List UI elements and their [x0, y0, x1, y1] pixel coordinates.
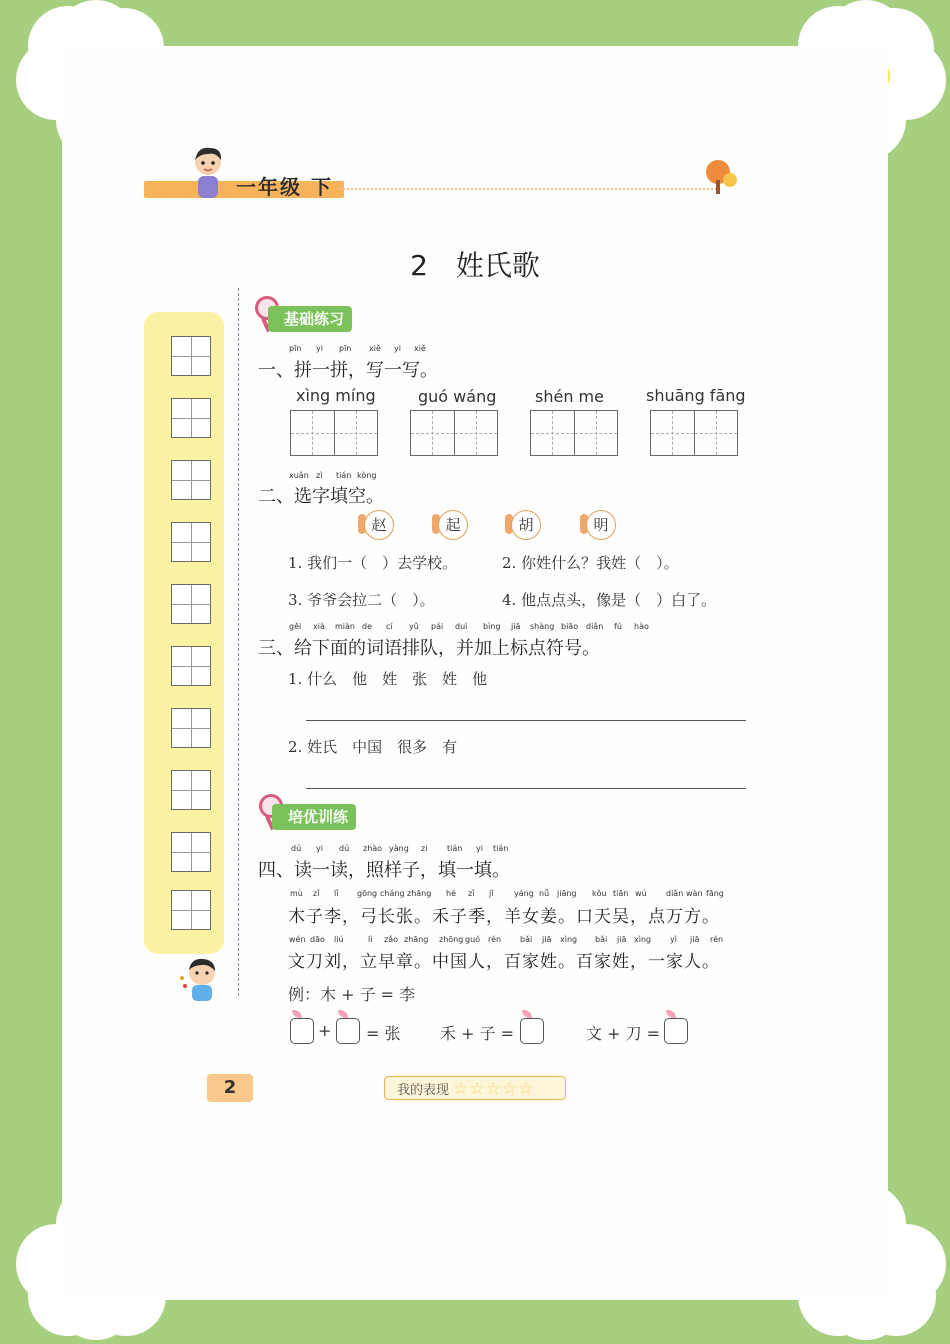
- q1-title: 一、拼一拼，写一写。: [258, 360, 438, 381]
- choice-char[interactable]: 起: [438, 510, 468, 540]
- rhyme2-pinyin: zhōng: [439, 935, 464, 944]
- q1-writing-grid[interactable]: [650, 410, 738, 456]
- q1-word-pinyin: shuāng fāng: [646, 386, 746, 405]
- q1-writing-grid[interactable]: [290, 410, 378, 456]
- q2-pinyin: tián: [336, 471, 352, 480]
- answer-box[interactable]: [664, 1018, 688, 1044]
- boy-mascot-icon: [190, 146, 230, 200]
- practice-box[interactable]: [171, 770, 211, 810]
- rhyme1-pinyin: nǚ: [539, 889, 550, 898]
- star-rating-icon[interactable]: ☆☆☆☆☆: [453, 1079, 535, 1099]
- q3-pinyin: miàn: [335, 622, 355, 631]
- rhyme1-pinyin: kǒu: [592, 889, 607, 898]
- q3-pinyin: fú: [614, 622, 622, 631]
- rhyme1-pinyin: zǐ: [313, 889, 320, 898]
- rhyme2-pinyin: dāo: [310, 935, 325, 944]
- q3-pinyin: duì: [455, 622, 468, 631]
- practice-box[interactable]: [171, 584, 211, 624]
- q1-word-pinyin: xìng míng: [296, 386, 376, 405]
- q2-pinyin: kòng: [357, 471, 377, 480]
- q3-pinyin: jiā: [511, 622, 521, 631]
- answer-line[interactable]: [306, 788, 746, 789]
- choice-char[interactable]: 胡: [511, 510, 541, 540]
- rhyme2-pinyin: zǎo: [384, 935, 398, 944]
- q3-title: 三、给下面的词语排队，并加上标点符号。: [258, 638, 600, 659]
- grade-title: 一年级 下: [236, 175, 333, 199]
- q2-item: 2. 你姓什么？我姓（ ）。: [502, 554, 679, 572]
- section-badge-basic: 基础练习: [268, 306, 352, 332]
- practice-box[interactable]: [171, 460, 211, 500]
- column-divider: [238, 288, 239, 996]
- q1-pinyin: xiě: [369, 344, 381, 353]
- practice-box[interactable]: [171, 336, 211, 376]
- plus-sign: +: [318, 1021, 332, 1040]
- practice-box[interactable]: [171, 708, 211, 748]
- rhyme1-pinyin: mù: [290, 889, 303, 898]
- q3-pinyin: gěi: [289, 622, 302, 631]
- choice-char[interactable]: 赵: [364, 510, 394, 540]
- q4-pinyin: zhào: [363, 844, 383, 853]
- tree-icon: [704, 158, 738, 194]
- rhyme1-pinyin: gōng: [357, 889, 378, 898]
- rhyme2-pinyin: bǎi: [520, 935, 533, 944]
- practice-box[interactable]: [171, 832, 211, 872]
- rhyme1-pinyin: jǐ: [489, 889, 494, 898]
- formula-result: = 张: [366, 1024, 401, 1043]
- q3-pinyin: hào: [634, 622, 649, 631]
- choice-char[interactable]: 明: [586, 510, 616, 540]
- rhyme1-pinyin: cháng: [380, 889, 405, 898]
- rhyme2-pinyin: liú: [334, 935, 344, 944]
- rhyme1-pinyin: tiān: [613, 889, 629, 898]
- q3-pinyin: bìng: [483, 622, 501, 631]
- rhyme2-pinyin: yì: [670, 935, 677, 944]
- q2-item: 1. 我们一（ ）去学校。: [288, 554, 458, 572]
- header-dotted-line: [340, 188, 720, 190]
- q4-pinyin: zi: [421, 844, 428, 853]
- q1-writing-grid[interactable]: [410, 410, 498, 456]
- rhyme1-pinyin: hé: [446, 889, 456, 898]
- q1-pinyin: xiě: [414, 344, 426, 353]
- rhyme1-pinyin: zhāng: [407, 889, 432, 898]
- kid-mascot-icon: [176, 956, 220, 1002]
- q2-item: 3. 爷爷会拉二（ ）。: [288, 591, 435, 609]
- rhyme1-pinyin: jiāng: [557, 889, 577, 898]
- formula-head: 文 + 刀 =: [586, 1024, 661, 1043]
- q1-pinyin: pīn: [289, 344, 302, 353]
- q4-pinyin: dú: [291, 844, 302, 853]
- q4-pinyin: tián: [493, 844, 509, 853]
- q2-title: 二、选字填空。: [258, 486, 384, 507]
- answer-box[interactable]: [520, 1018, 544, 1044]
- q3-item: 2. 姓氏 中国 很多 有: [288, 738, 458, 756]
- rhyme2-pinyin: xìng: [560, 935, 578, 944]
- formula-head: 禾 + 子 =: [440, 1024, 515, 1043]
- lesson-title: 2 姓氏歌: [410, 249, 540, 282]
- performance-rating: [384, 1076, 566, 1100]
- q1-writing-grid[interactable]: [530, 410, 618, 456]
- practice-box[interactable]: [171, 646, 211, 686]
- rhyme-line-2: 文刀刘，立早章。中国人，百家姓。百家姓，一家人。: [288, 952, 720, 972]
- practice-box[interactable]: [171, 398, 211, 438]
- q3-pinyin: pái: [431, 622, 444, 631]
- rhyme2-pinyin: lì: [368, 935, 373, 944]
- q1-pinyin: yi: [316, 344, 323, 353]
- q3-pinyin: cí: [386, 622, 393, 631]
- q3-pinyin: diǎn: [586, 622, 604, 631]
- answer-box[interactable]: [336, 1018, 360, 1044]
- rhyme1-pinyin: wú: [635, 889, 647, 898]
- page-number: 2: [207, 1074, 253, 1102]
- practice-box[interactable]: [171, 522, 211, 562]
- rhyme1-pinyin: fāng: [706, 889, 724, 898]
- rhyme2-pinyin: jiā: [690, 935, 700, 944]
- q3-pinyin: shàng: [530, 622, 555, 631]
- rhyme1-pinyin: yáng: [514, 889, 534, 898]
- practice-box[interactable]: [171, 890, 211, 930]
- q4-pinyin: yi: [316, 844, 323, 853]
- q2-pinyin: zì: [316, 471, 323, 480]
- section-badge-advanced: 培优训练: [272, 804, 356, 830]
- answer-box[interactable]: [290, 1018, 314, 1044]
- rhyme2-pinyin: rén: [488, 935, 502, 944]
- q2-pinyin: xuǎn: [289, 471, 309, 480]
- q3-pinyin: yǔ: [409, 622, 419, 631]
- q1-word-pinyin: guó wáng: [418, 387, 497, 406]
- rhyme2-pinyin: wén: [289, 935, 306, 944]
- rhyme1-pinyin: lǐ: [334, 889, 339, 898]
- rhyme-line-1: 木子李，弓长张。禾子季，羊女姜。口天吴，点万方。: [288, 907, 720, 927]
- answer-line[interactable]: [306, 720, 746, 721]
- q1-pinyin: yi: [394, 344, 401, 353]
- rhyme2-pinyin: rén: [710, 935, 724, 944]
- q3-pinyin: de: [362, 622, 372, 631]
- rhyme2-pinyin: bǎi: [595, 935, 608, 944]
- q4-title: 四、读一读，照样子，填一填。: [258, 860, 510, 881]
- performance-label: 我的表现: [397, 1083, 450, 1098]
- q3-item: 1. 什么 他 姓 张 姓 他: [288, 670, 488, 688]
- rhyme1-pinyin: zǐ: [468, 889, 475, 898]
- rhyme2-pinyin: zhāng: [404, 935, 429, 944]
- rhyme2-pinyin: jiā: [542, 935, 552, 944]
- q4-pinyin: yàng: [389, 844, 409, 853]
- q3-pinyin: xià: [313, 622, 325, 631]
- rhyme1-pinyin: wàn: [686, 889, 703, 898]
- example-formula: 例：木 + 子 = 李: [288, 985, 416, 1004]
- rhyme1-pinyin: diǎn: [666, 889, 684, 898]
- rhyme2-pinyin: jiā: [617, 935, 627, 944]
- q4-pinyin: dú: [339, 844, 350, 853]
- q4-pinyin: tián: [447, 844, 463, 853]
- q1-word-pinyin: shén me: [535, 387, 604, 406]
- rhyme2-pinyin: guó: [465, 935, 481, 944]
- rhyme2-pinyin: xìng: [634, 935, 652, 944]
- q2-item: 4. 他点点头，像是（ ）白了。: [502, 591, 717, 609]
- q4-pinyin: yi: [476, 844, 483, 853]
- q1-pinyin: pīn: [339, 344, 352, 353]
- q3-pinyin: biāo: [561, 622, 579, 631]
